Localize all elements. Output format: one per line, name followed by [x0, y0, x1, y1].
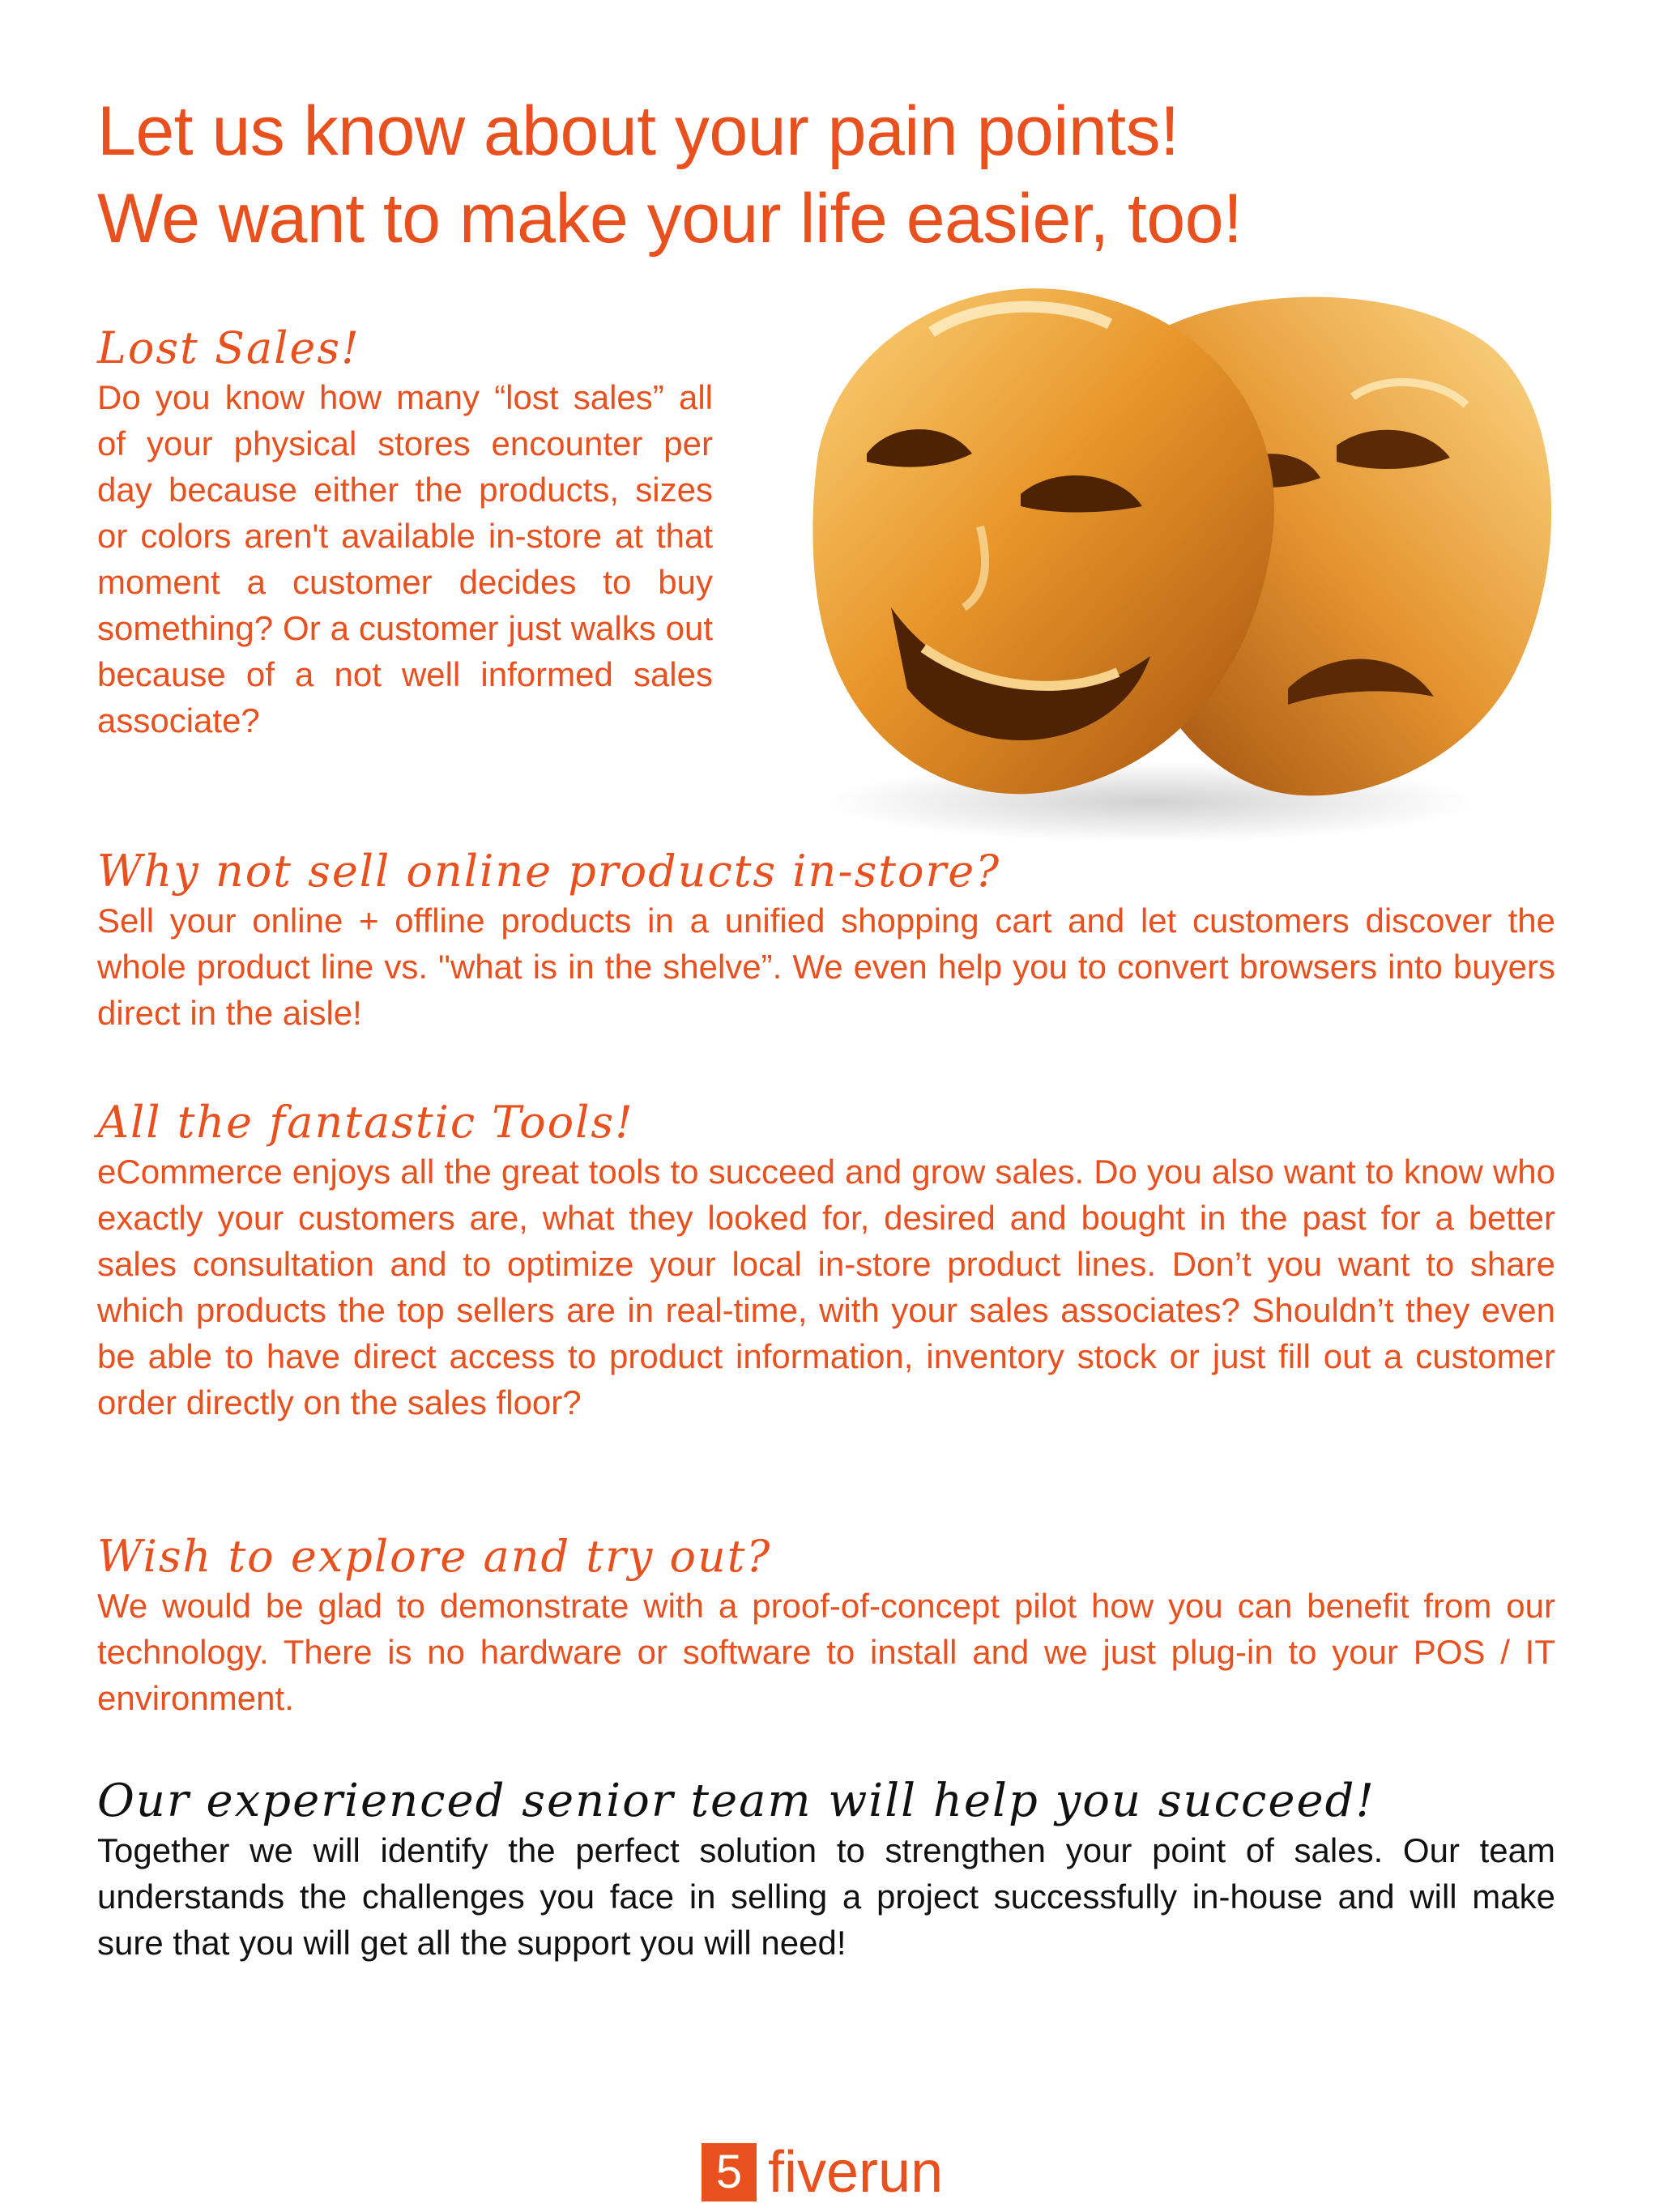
- section-explore-try-out: [97, 1531, 1555, 1721]
- headline-line-1: Let us know about your pain points!: [97, 92, 1179, 170]
- theatre-masks-icon: [770, 267, 1588, 850]
- section-title: Lost Sales!: [97, 322, 360, 373]
- section-sell-online-in-store: [97, 846, 1555, 1036]
- section-body: Together we will identify the perfect solution to strengthen your point of sales. Our team understands the challenges you face in selling a project successfully in-house and will make sure that you will get all the support you will need!: [97, 1831, 1555, 1962]
- section-title: Our experienced senior team will help you succeed!: [97, 1775, 1375, 1827]
- section-title: Why not sell online products in-store?: [97, 846, 1001, 897]
- logo-wordmark: fiverun: [768, 2140, 944, 2205]
- section-body: We would be glad to demonstrate with a proof-of-concept pilot how you can benefit from our technology. There is no hardware or software to install and we just plug-in to your POS / IT environment.: [97, 1587, 1555, 1717]
- section-title: All the fantastic Tools!: [97, 1097, 634, 1148]
- section-body: Sell your online + offline products in a unified shopping cart and let customers discover the whole product line vs. "what is in the shelve”. We even help you to convert browsers into buyers direct in the aisle!: [97, 901, 1555, 1032]
- logo-mark: 5: [702, 2143, 757, 2201]
- section-fantastic-tools: [97, 1097, 1555, 1426]
- section-lost-sales: [97, 322, 713, 744]
- section-body: eCommerce enjoys all the great tools to succeed and grow sales. Do you also want to know who exactly your customers are, what they looked for, desired and bought in the past for a better sales consultation and to optimize your local in-store product lines. Don’t you want to share which products the top sellers are in real-time, with your sales associates? Shouldn’t they even be able to have direct access to product information, inventory stock or just fill out a customer order directly on the sales floor?: [97, 1153, 1555, 1421]
- page-headline: [97, 87, 1572, 262]
- section-title: Wish to explore and try out?: [97, 1531, 772, 1582]
- headline-line-2: We want to make your life easier, too!: [97, 180, 1243, 258]
- section-senior-team: [97, 1775, 1555, 1966]
- section-body: Do you know how many “lost sales” all of your physical stores encounter per day because either the products, sizes or colors aren't available in-store at that moment a customer decides to buy something? Or a customer just walks out because of a not well informed sales associate?: [97, 378, 713, 739]
- fiverun-logo: [702, 2140, 944, 2205]
